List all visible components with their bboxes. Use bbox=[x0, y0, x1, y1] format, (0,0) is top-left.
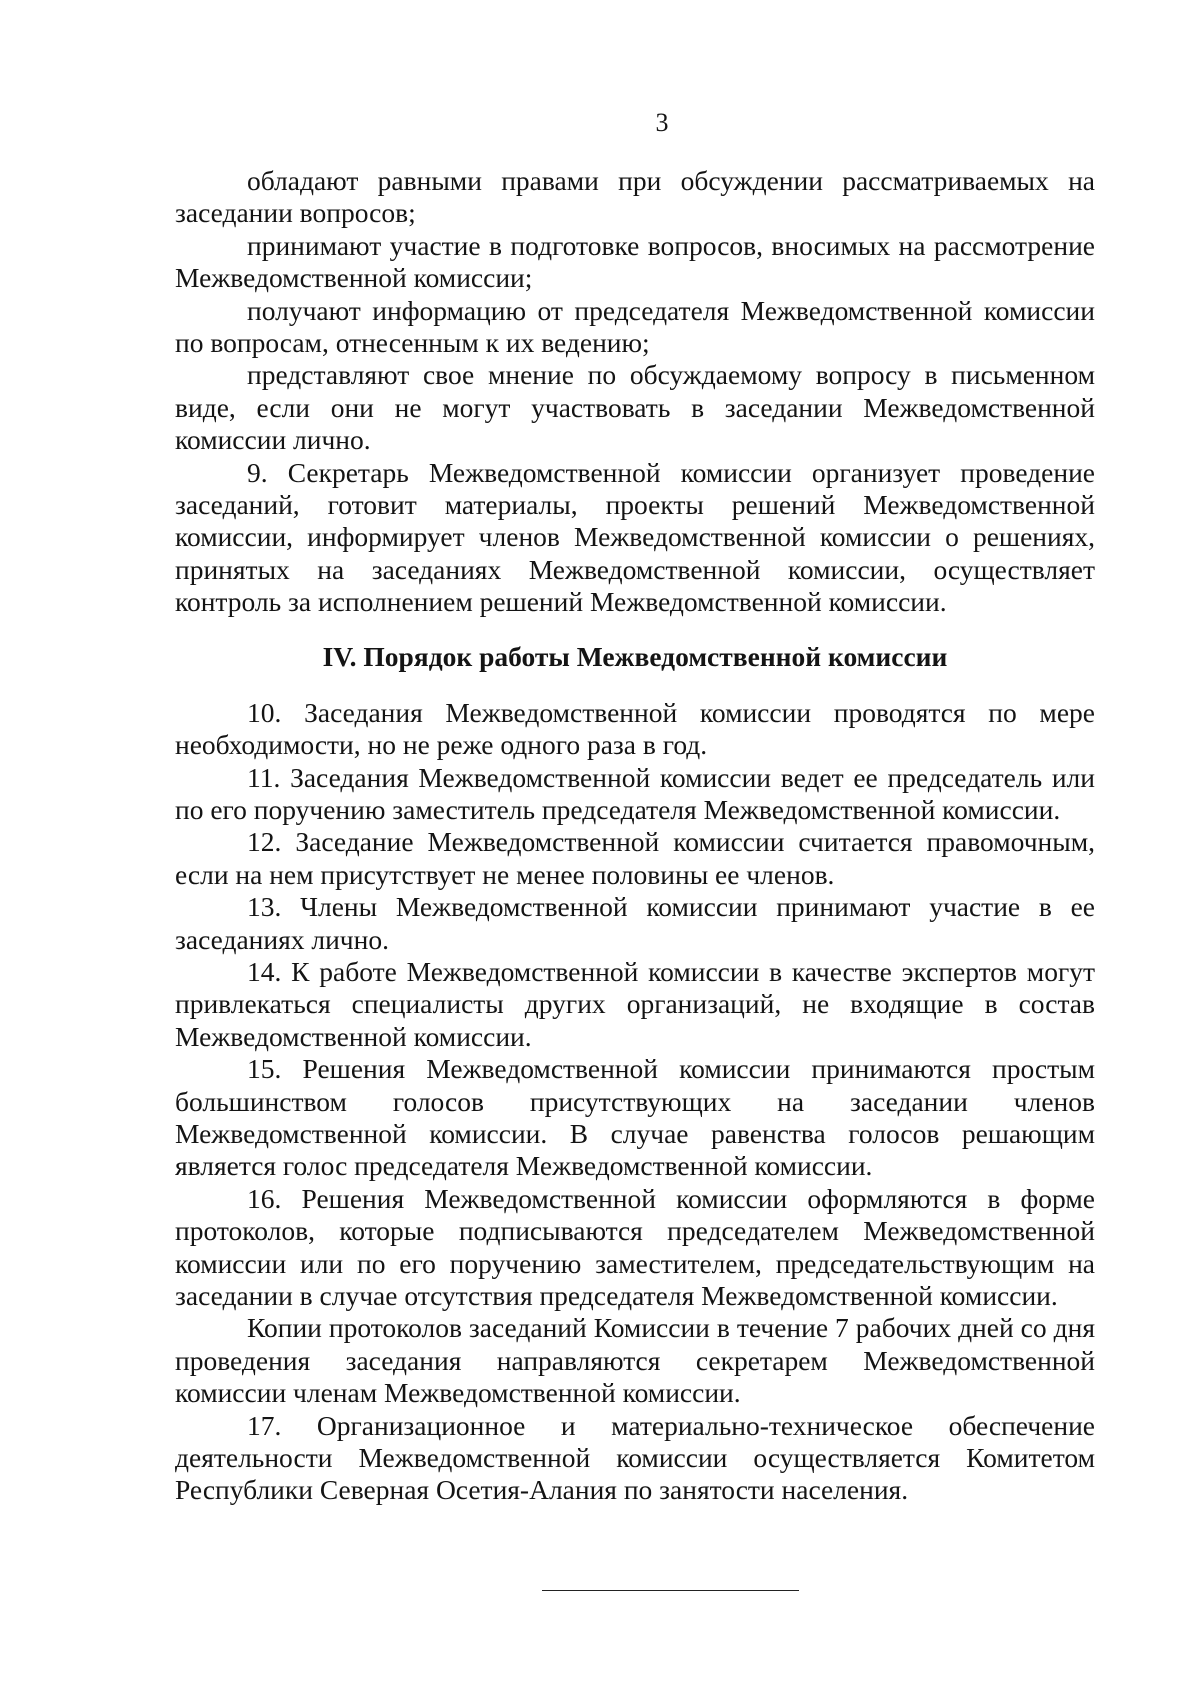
paragraph-rights-equal: обладают равными правами при обсуждении рассматриваемых на заседании вопросов; bbox=[175, 165, 1095, 229]
paragraph-17: 17. Организационное и материально-техническое обеспечение деятельности Межведомственной комиссии осуществляется Комитетом Республики Северная Осетия-Алания по занятости населения. bbox=[175, 1409, 1095, 1506]
paragraph-10: 10. Заседания Межведомственной комиссии проводятся по мере необходимости, но не реже одного раза в год. bbox=[175, 696, 1095, 761]
document-body bbox=[175, 165, 1095, 1507]
paragraph-16: 16. Решения Межведомственной комиссии оформляются в форме протоколов, которые подписываются председателем Межведомственной комиссии или по его поручению заместителем, председательствующим на заседании в случае отсутствия председателя Межведомственной комиссии. bbox=[175, 1182, 1095, 1311]
paragraph-12: 12. Заседание Межведомственной комиссии считается правомочным, если на нем присутствует не менее половины ее членов. bbox=[175, 826, 1095, 890]
paragraph-receive-information: получают информацию от председателя Межведомственной комиссии по вопросам, отнесенным к их ведению; bbox=[175, 294, 1095, 359]
page-number: 3 bbox=[655, 108, 669, 137]
paragraph-participate-preparation: принимают участие в подготовке вопросов, вносимых на рассмотрение Межведомственной комиссии; bbox=[175, 229, 1095, 294]
closing-separator-line bbox=[542, 1590, 799, 1591]
paragraph-11: 11. Заседания Межведомственной комиссии ведет ее председатель или по его поручению заместитель председателя Межведомственной комиссии. bbox=[175, 761, 1095, 825]
paragraph-15: 15. Решения Межведомственной комиссии принимаются простым большинством голосов присутствующих на заседании членов Межведомственной комиссии. В случае равенства голосов решающим является голос председателя Межведомственной комиссии. bbox=[175, 1053, 1095, 1182]
paragraph-protocol-copies: Копии протоколов заседаний Комиссии в течение 7 рабочих дней со дня проведения заседания направляются секретарем Межведомственной комиссии членам Межведомственной комиссии. bbox=[175, 1312, 1095, 1409]
section-heading-iv: IV. Порядок работы Межведомственной комиссии bbox=[322, 640, 948, 672]
paragraph-13: 13. Члены Межведомственной комиссии принимают участие в ее заседаниях лично. bbox=[175, 891, 1095, 955]
paragraph-written-opinion: представляют свое мнение по обсуждаемому вопросу в письменном виде, если они не могут участвовать в заседании Межведомственной комиссии лично. bbox=[175, 359, 1095, 456]
paragraph-14: 14. К работе Межведомственной комиссии в качестве экспертов могут привлекаться специалисты других организаций, не входящие в состав Межведомственной комиссии. bbox=[175, 955, 1095, 1052]
paragraph-9-secretary: 9. Секретарь Межведомственной комиссии организует проведение заседаний, готовит материалы, проекты решений Межведомственной комиссии, информирует членов Межведомственной комиссии о решениях, принятых на заседаниях Межведомственной комиссии, осуществляет контроль за исполнением решений Межведомственной комиссии. bbox=[175, 456, 1095, 618]
